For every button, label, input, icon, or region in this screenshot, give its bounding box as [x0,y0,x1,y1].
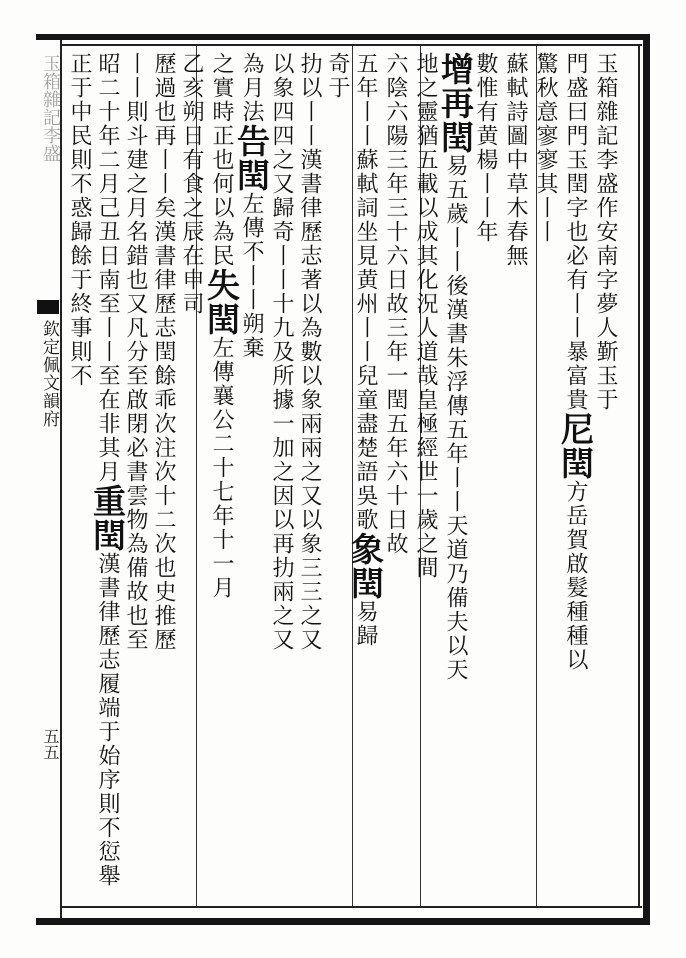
frame-inner-top-line [60,44,642,46]
entry-heading: 告閏 [232,124,271,192]
text-column [380,52,410,902]
text-column [88,52,127,902]
text-segment: 地之靈猶五載以成其化況人道哉皇極經世一歲之間 [413,52,438,580]
text-segment: 奇于 [325,52,350,100]
text-segment: 以象四四之又歸奇丨丨十九及所據一加之因以再扐兩之又 [269,52,294,652]
text-segment: 門盛曰門玉閏字也必有丨丨暴富貴 [563,52,588,412]
frame-inner-right-line [638,44,640,908]
text-segment: 左傳不丨丨朔棄 [239,192,264,360]
frame-bottom-border [36,918,650,925]
text-column [176,52,206,902]
text-column [232,52,271,902]
text-segment: 昭二十年二月己丑日南至丨丨至在非其月 [95,52,120,484]
text-segment: 之實 [209,52,234,100]
text-segment: 數惟有黄楊丨丨年 [473,52,498,244]
text-segment: 易五歲丨丨後漢書朱浮傳五年丨丨天道乃備夫以天 [443,154,468,682]
text-segment: 丨丨則斗建之月名錯也又凡分至啟閉必書雲物為備故也至 [123,52,148,652]
text-segment: 歷過也再丨丨矣漢書律歷志閏餘乖次注次十二次也史推歷 [151,52,176,652]
text-segment: 左傳襄公二十七年十一月 [209,336,234,600]
frame-top-border [36,34,650,40]
text-segment: 六陰六陽三年三十六日故三年一閏五年六十日故 [383,52,408,556]
text-column [120,52,150,902]
bleed-through-text: 玉箱雜記李盛 [40,54,61,162]
frame-inner-bottom-line [60,906,642,908]
text-column [436,52,475,902]
text-column [500,52,530,902]
text-segment: 為月法 [239,52,264,124]
fishtail-mark [37,300,59,314]
text-segment: 蘇軾詩圖中草木春無 [503,52,528,268]
text-segment: 漢書律歷志履端于始序則不愆舉 [95,552,120,888]
entry-heading: 失閏 [202,268,241,336]
text-segment: 時正也何以為民 [209,100,234,268]
text-segment: 乙亥朔日有食之辰在申司 [179,52,204,316]
text-column [322,52,352,902]
entry-heading: 象閏 [346,532,385,600]
text-column [148,52,178,902]
text-segment: 正于中民則不惑歸餘于終事則不 [67,52,92,388]
text-segment: 方岳賀啟髮種種以 [563,480,588,672]
entry-heading: 重閏 [88,484,127,552]
frame-right-border [643,34,650,925]
entry-heading: 增再閏 [436,52,475,154]
text-column [410,52,440,902]
text-column [202,52,241,902]
text-segment: 易歸 [353,600,378,648]
book-title: 欽定佩文韻府 [39,320,59,428]
text-column [346,52,385,902]
page-number: 五五 [41,728,60,760]
margin-strip [36,40,62,918]
text-column [470,52,500,902]
text-segment: 五年丨丨蘇軾詞坐見黄州丨丨兒童盡楚語吳歌 [353,52,378,532]
text-segment: 扐以丨丨漢書律歷志著以為數以象兩兩之又以象三三之又 [297,52,322,652]
text-column [530,52,560,902]
text-column [64,52,94,902]
text-column [556,52,595,902]
text-segment: 驚秋意寥寥其丨丨 [533,52,558,244]
text-column [294,52,324,902]
text-segment: 玉箱雜記李盛作安南字夢人𣂷玉于 [593,52,618,412]
entry-heading: 尼閏 [556,412,595,480]
